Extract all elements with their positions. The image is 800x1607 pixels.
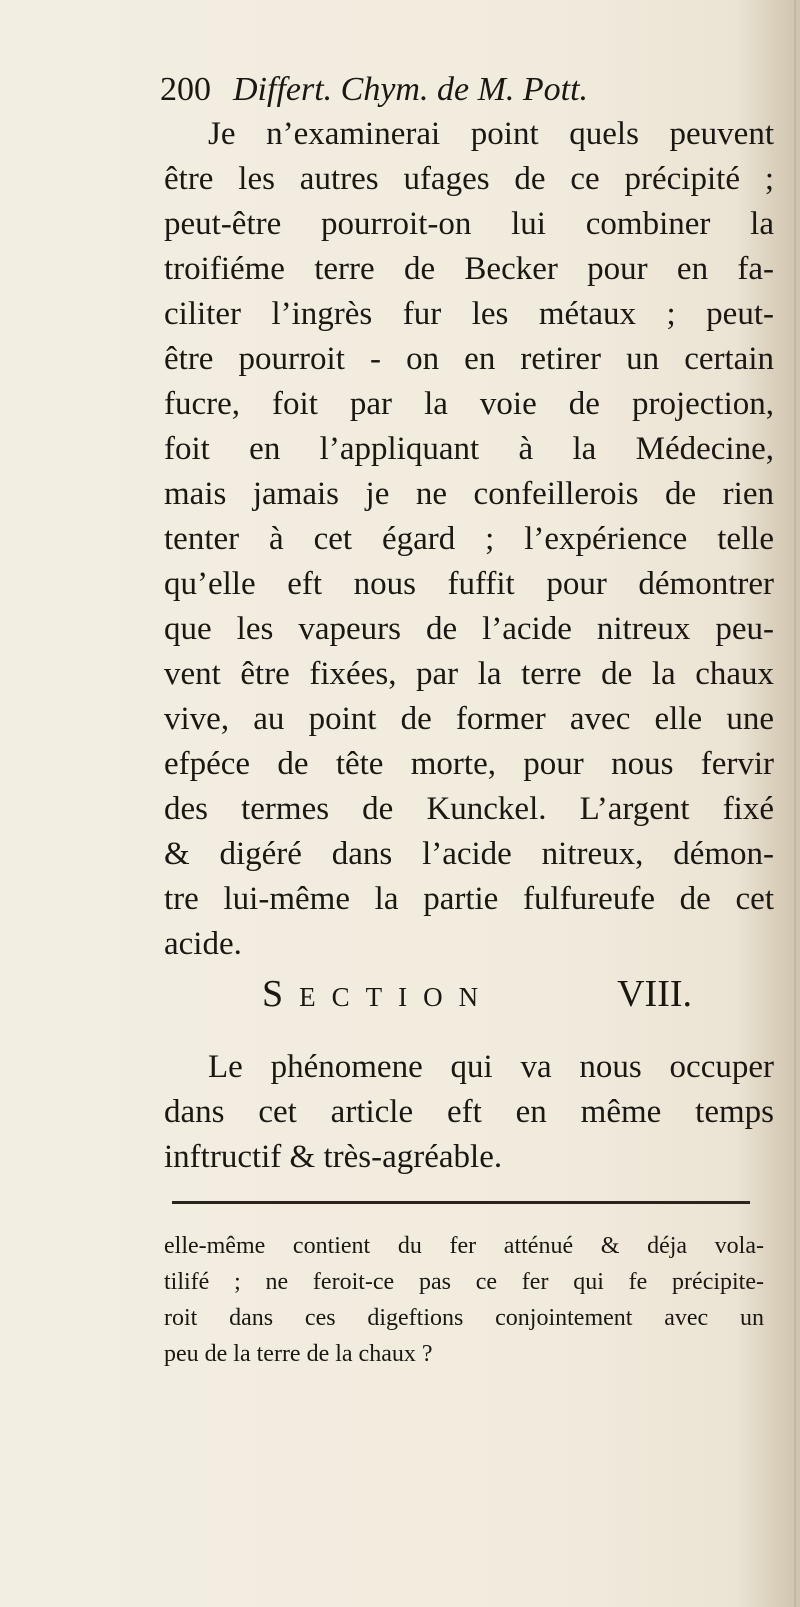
text-line: troifiéme terre de Becker pour en fa- [164, 251, 774, 287]
text-line: foit en l’appliquant à la Médecine, [164, 431, 774, 467]
footnote-rule [172, 1201, 750, 1204]
text-line: être les autres ufages de ce précipité ; [164, 161, 774, 197]
text-line: des termes de Kunckel. L’argent fixé [164, 791, 774, 827]
text-line: qu’elle eft nous fuffit pour démontrer [164, 566, 774, 602]
text-line: acide. [164, 926, 242, 962]
text-line: efpéce de tête morte, pour nous fervir [164, 746, 774, 782]
text-line: fucre, foit par la voie de projection, [164, 386, 774, 422]
text-line: Le phénomene qui va nous occuper [208, 1049, 774, 1085]
text-line: mais jamais je ne confeillerois de rien [164, 476, 774, 512]
section-word: Section [262, 973, 495, 1015]
text-line: être pourroit - on en retirer un certain [164, 341, 774, 377]
text-line: ciliter l’ingrès fur les métaux ; peut- [164, 296, 774, 332]
footnote [164, 1228, 764, 1372]
text-line: & digéré dans l’acide nitreux, démon- [164, 836, 774, 872]
text-line: tre lui-même la partie fulfureufe de cet [164, 881, 774, 917]
page-edge [794, 0, 796, 1607]
paragraph-2 [164, 1045, 774, 1180]
text-line: dans cet article eft en même temps [164, 1094, 774, 1130]
running-title: Differt. Chym. de M. Pott. [233, 71, 589, 108]
text-line: que les vapeurs de l’acide nitreux peu- [164, 611, 774, 647]
text-line: peut-être pourroit-on lui combiner la [164, 206, 774, 242]
paragraph-1 [164, 112, 774, 967]
footnote-line: peu de la terre de la chaux ? [164, 1341, 433, 1367]
text-line: vent être fixées, par la terre de la chaux [164, 656, 774, 692]
page-header [160, 70, 720, 110]
text-line: Je n’examinerai point quels peuvent [208, 116, 774, 152]
text-line: inftructif & très-agréable. [164, 1139, 503, 1175]
text-line: vive, au point de former avec elle une [164, 701, 774, 737]
footnote-line: tilifé ; ne feroit-ce pas ce fer qui fe précipite- [164, 1269, 764, 1295]
page-number: 200 [160, 71, 211, 108]
text-line: tenter à cet égard ; l’expérience telle [164, 521, 774, 557]
footnote-line: elle-même contient du fer atténué & déja vola- [164, 1233, 764, 1259]
section-numeral: VIII. [617, 973, 692, 1015]
section-heading [262, 970, 692, 1018]
footnote-line: roit dans ces digeftions conjointement avec un [164, 1305, 764, 1331]
